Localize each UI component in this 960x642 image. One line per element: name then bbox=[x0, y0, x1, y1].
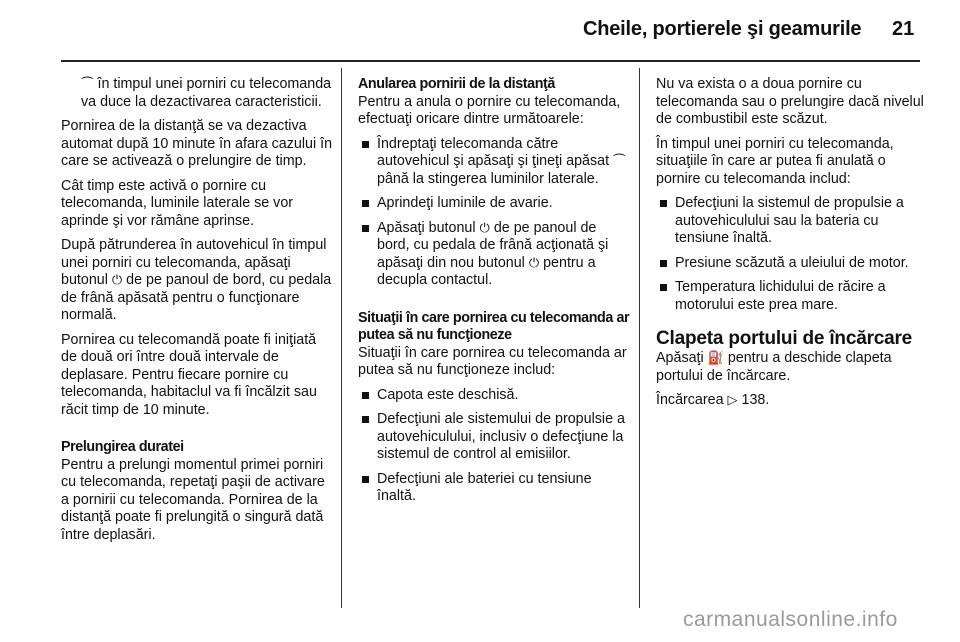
paragraph: Situaţii în care pornirea cu telecomanda ar putea să nu funcţioneze includ: bbox=[358, 344, 627, 378]
column-2 bbox=[358, 76, 630, 513]
list-item: Temperatura lichidului de răcire a motorului este prea mare. bbox=[656, 279, 924, 314]
paragraph: Cât timp este activă o pornire cu telecomanda, luminile laterale se vor aprinde şi vor rămâne aprinse. bbox=[61, 177, 294, 229]
watermark: carmanualsonline.info bbox=[683, 608, 898, 631]
list-item: Capota este deschisă. bbox=[358, 387, 630, 405]
note-paragraph: ⏜ în timpul unei porniri cu telecomanda va duce la dezactivarea caracteristicii. bbox=[81, 76, 332, 110]
paragraph: În timpul unei porniri cu telecomanda, situaţiile în care ar putea fi anulată o pornire cu telecomanda includ: bbox=[656, 135, 894, 187]
page-number: 21 bbox=[892, 18, 915, 40]
list-item: Aprindeţi luminile de avarie. bbox=[358, 195, 630, 213]
paragraph: Pornirea cu telecomandă poate fi iniţiată de două ori între două intervale de deplasare. Pentru fiecare pornire cu telecomanda, habitaclul va fi încălzit sau răcit timp de 10 minute. bbox=[61, 331, 317, 418]
page-reference-arrow-icon: ▷ bbox=[727, 392, 738, 407]
list-item: Defecţiuni ale bateriei cu tensiune înaltă. bbox=[358, 471, 630, 506]
bullet-list bbox=[358, 136, 630, 290]
header-divider bbox=[61, 60, 920, 62]
paragraph: Pornirea de la distanţă se va dezactiva automat după 10 minute în afara cazului în care se activează o prelungire de timp. bbox=[61, 118, 333, 169]
paragraph: Nu va exista o a doua pornire cu telecomanda sau o prelungire dacă nivelul de combustibil este scăzut. bbox=[656, 76, 924, 127]
remote-start-icon: ⏜ bbox=[613, 153, 626, 168]
fuel-flap-icon: ⛽ bbox=[707, 350, 724, 365]
heading-cancel-remote-start: Anularea pornirii de la distanţă bbox=[358, 76, 555, 92]
remote-start-icon: ⏜ bbox=[81, 76, 94, 91]
paragraph: După pătrunderea în autovehicul în timpul unei porniri cu telecomanda, apăsaţi butonul ⏻ de pe panoul de bord, cu pedala de frână apăsată pentru o funcţionare normală. bbox=[61, 237, 332, 323]
column-1 bbox=[61, 76, 333, 551]
power-button-icon: ⏻ bbox=[479, 219, 490, 235]
list-item: Presiune scăzută a uleiului de motor. bbox=[656, 255, 924, 273]
paragraph: Pentru a prelungi momentul primei porniri cu telecomanda, repetaţi paşii de activare a pornirii cu telecomanda. Pornirea de la distanţă poate fi prelungită o singură dată între deplasări. bbox=[61, 456, 325, 543]
heading-extend-duration: Prelungirea duratei bbox=[61, 439, 184, 455]
list-item: Îndreptaţi telecomanda către autovehicul şi apăsaţi şi ţineţi apăsat ⏜ până la stingerea luminilor laterale. bbox=[358, 136, 630, 189]
list-item: Defecţiuni ale sistemului de propulsie a autovehiculului, inclusiv o defecţiune la sistemul de control al emisiilor. bbox=[358, 411, 630, 464]
column-divider-1 bbox=[341, 68, 342, 608]
paragraph: Încărcarea ▷ 138. bbox=[656, 392, 770, 408]
bullet-list bbox=[358, 387, 630, 506]
paragraph: Pentru a anula o pornire cu telecomanda, efectuaţi oricare dintre următoarele: bbox=[358, 93, 621, 127]
column-divider-2 bbox=[639, 68, 640, 608]
list-item: Apăsaţi butonul ⏻ de pe panoul de bord, cu pedala de frână acţionată şi apăsaţi din nou butonul ⏻ pentru a decupla contactul. bbox=[358, 220, 630, 290]
heading-situations: Situaţii în care pornirea cu telecomanda ar putea să nu funcţioneze bbox=[358, 309, 630, 343]
paragraph: Apăsaţi ⛽ pentru a deschide clapeta portului de încărcare. bbox=[656, 350, 892, 384]
column-3 bbox=[656, 76, 924, 417]
heading-charging-flap: Clapeta portului de încărcare bbox=[656, 328, 913, 349]
power-button-icon: ⏻ bbox=[528, 254, 540, 270]
power-button-icon: ⏻ bbox=[111, 272, 123, 287]
list-item: Defecţiuni la sistemul de propulsie a autovehiculului sau la bateria cu tensiune înaltă. bbox=[656, 195, 924, 248]
bullet-list bbox=[656, 195, 924, 314]
section-title: Cheile, portierele şi geamurile bbox=[583, 18, 862, 40]
